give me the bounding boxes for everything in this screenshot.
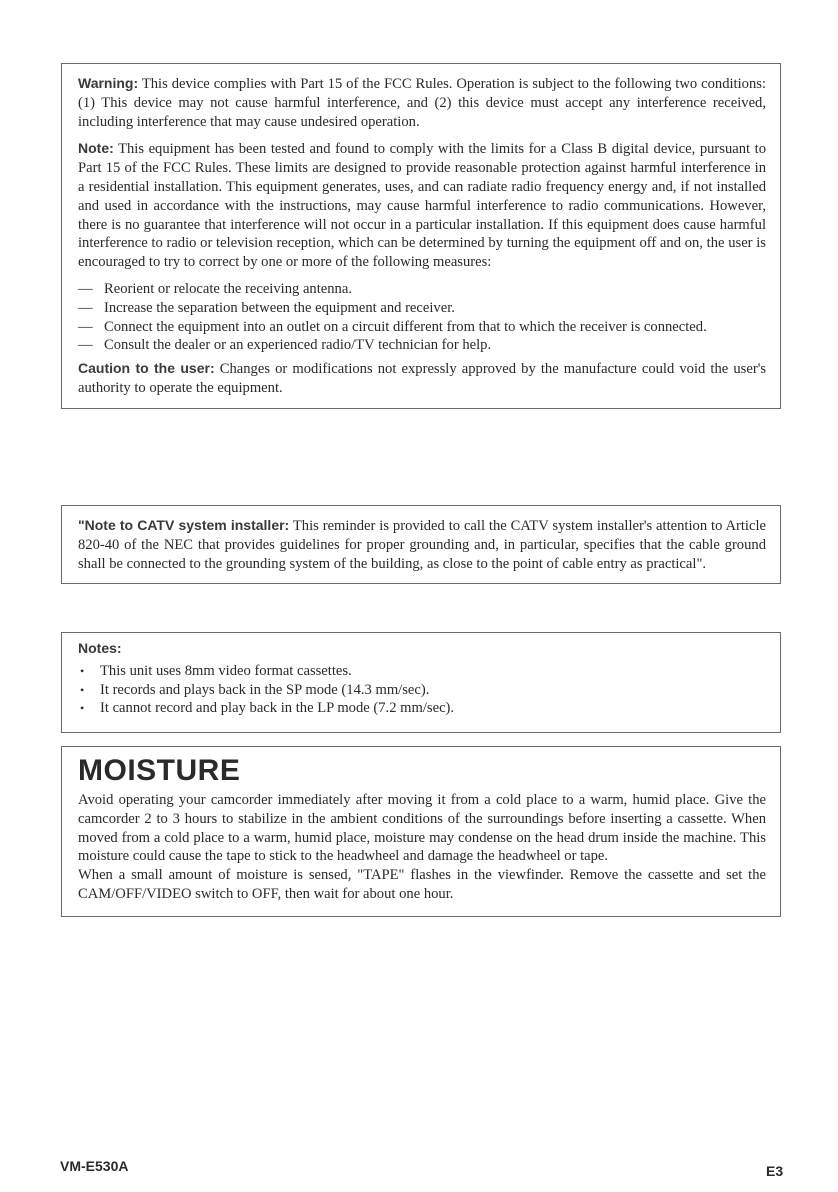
catv-text: This reminder is provided to call the CATV system installer's attention to Article 820-40 of the NEC that provides guidelines for proper grounding and, in particular, specifies that the cable ground shall be connected to the grounding system of the building, as close to the point of cable entry as practical". bbox=[78, 518, 766, 572]
list-item: — Connect the equipment into an outlet on a circuit different from that to which the receiver is connected. bbox=[78, 318, 707, 335]
notes-box bbox=[61, 632, 781, 733]
fcc-note-paragraph bbox=[78, 139, 766, 272]
bullet-icon: • bbox=[80, 701, 85, 716]
fcc-notice-box bbox=[61, 63, 781, 409]
caution-text: Changes or modifications not expressly approved by the manufacture could void the user's authority to operate the equipment. bbox=[78, 361, 766, 396]
catv-paragraph bbox=[78, 516, 766, 573]
list-item: • This unit uses 8mm video format cassettes. bbox=[80, 662, 352, 679]
bullet-icon: • bbox=[80, 663, 85, 678]
list-item: • It cannot record and play back in the LP mode (7.2 mm/sec). bbox=[80, 700, 455, 717]
fcc-warning-paragraph bbox=[78, 74, 766, 131]
list-item: • It records and plays back in the SP mode (14.3 mm/sec). bbox=[80, 681, 430, 698]
warning-text: This device complies with Part 15 of the FCC Rules. Operation is subject to the following two conditions: (1) This device may not cause harmful interference, and (2) this device must accept any interference received, including interference that may cause undesired operation. bbox=[78, 76, 766, 130]
caution-label: Caution to the user: bbox=[78, 360, 215, 377]
section-title: MOISTURE bbox=[78, 754, 241, 787]
caution-paragraph bbox=[78, 359, 766, 398]
model-number: VM-E530A bbox=[60, 1158, 129, 1174]
note-text: This equipment has been tested and found to comply with the limits for a Class B digital device, pursuant to Part 15 of the FCC Rules. These limits are designed to provide reasonable protection against harmful interference in a residential installation. This equipment generates, uses, and can radiate radio frequency energy and, if not installed and used in accordance with the instructions, may cause harmful interference to radio communications. However, there is no guarantee that interference will not occur in a particular installation. If this equipment does cause harmful interference to radio or television reception, which can be determined by turning the equipment off and on, the user is encouraged to try to correct by one or more of the following measures: bbox=[78, 141, 766, 271]
dash-icon: — bbox=[78, 318, 93, 335]
moisture-paragraph-2: When a small amount of moisture is sensed, "TAPE" flashes in the viewfinder. Remove the cassette and set the CAM/OFF/VIDEO switch to OFF, then wait for about one hour. bbox=[78, 867, 766, 902]
dash-icon: — bbox=[78, 280, 93, 297]
moisture-paragraph-1: Avoid operating your camcorder immediately after moving it from a cold place to a warm, humid place. Give the camcorder 2 to 3 hours to stabilize in the ambient conditions of the surroundings before inserting a cassette. When moved from a cold place to a warm, humid place, moisture may condense on the head drum inside the machine. This moisture could cause the tape to stick to the headwheel and damage the headwheel or tape. bbox=[78, 792, 766, 865]
dash-icon: — bbox=[78, 299, 93, 316]
warning-label: Warning: bbox=[78, 75, 139, 91]
measures-list bbox=[78, 280, 766, 355]
catv-notice-box bbox=[61, 505, 781, 584]
list-item: — Consult the dealer or an experienced radio/TV technician for help. bbox=[78, 337, 492, 354]
list-item: — Reorient or relocate the receiving antenna. bbox=[78, 280, 352, 297]
notes-list bbox=[78, 662, 766, 718]
notes-title: Notes: bbox=[78, 640, 122, 656]
page-number: E3 bbox=[766, 1163, 784, 1179]
moisture-box bbox=[61, 746, 781, 917]
catv-label: "Note to CATV system installer: bbox=[78, 517, 290, 533]
list-item: — Increase the separation between the equipment and receiver. bbox=[78, 299, 455, 316]
bullet-icon: • bbox=[80, 682, 85, 697]
dash-icon: — bbox=[78, 337, 93, 354]
note-label: Note: bbox=[78, 140, 114, 157]
